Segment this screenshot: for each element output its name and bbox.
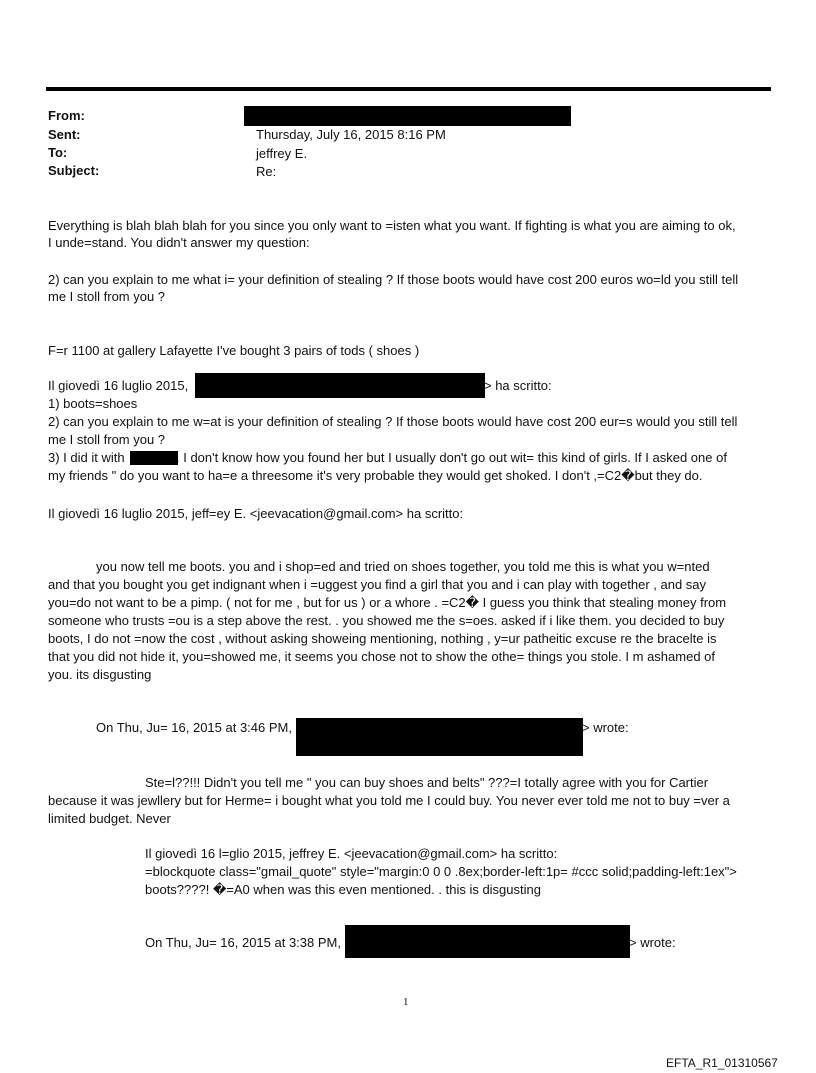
body-line: Everything is blah blah blah for you since you only want to =isten what you want. If fighting is what you are aiming to ok,: [48, 218, 736, 233]
body-line: I unde=stand. You didn't answer my question:: [48, 235, 310, 250]
body-line: boots, I do not =now the cost , without asking showeing mentioning, nothing , y=ur patheitic excuse re the bracelte is: [48, 631, 717, 646]
body-line: that you did not hide it, you=showed me, it seems you chose not to show the othe= things you stole. I m ashamed of: [48, 649, 716, 664]
header-rule: [46, 87, 771, 91]
redaction-quote3-sender: [296, 718, 583, 756]
quote-header: Il giovedì 16 luglio 2015, jeff=ey E. <jeevacation@gmail.com> ha scritto:: [48, 506, 464, 521]
body-line: 2) can you explain to me what i= your definition of stealing ? If those boots would have cost 200 euros wo=ld you still tell: [48, 272, 739, 287]
body-line: my friends " do you want to ha=e a threesome it's very probable they would get shoked. I don't ,=C2�but they do.: [48, 468, 703, 483]
body-line: me I stoll from you ?: [48, 289, 166, 304]
body-line: limited budget. Never: [48, 811, 171, 826]
quote-header-prefix: On Thu, Ju= 16, 2015 at 3:46 PM,: [96, 720, 292, 735]
body-line: boots????! �=A0 when was this even mentioned. . this is disgusting: [145, 882, 541, 897]
body-line: you now tell me boots. you and i shop=ed and tried on shoes together, you told me this is what you w=nted: [96, 559, 710, 574]
body-line: 1) boots=shoes: [48, 396, 138, 411]
redaction-quote6-sender: [345, 925, 630, 958]
page-number: 1: [403, 996, 409, 1008]
body-line: because it was jewllery but for Herme= i bought what you told me I could buy. You never ever told me not to buy =ver a: [48, 793, 730, 808]
to-value: jeffrey E.: [256, 146, 308, 161]
body-line: someone who trusts =ou is a step above the rest. . you showed me the s=oes. asked if i like them. you decided to buy: [48, 613, 725, 628]
body-line: F=r 1100 at gallery Lafayette I've bought 3 pairs of tods ( shoes ): [48, 343, 420, 358]
quote-header-prefix: On Thu, Ju= 16, 2015 at 3:38 PM,: [145, 935, 341, 950]
body-line: and that you bought you get indignant when i =uggest you find a girl that you and i can play with together , and say: [48, 577, 707, 592]
quote-header: Il giovedì 16 l=glio 2015, jeffrey E. <jeevacation@gmail.com> ha scritto:: [145, 846, 558, 861]
sent-value: Thursday, July 16, 2015 8:16 PM: [256, 127, 446, 142]
body-line: you. its disgusting: [48, 667, 152, 682]
body-line: =blockquote class="gmail_quote" style="margin:0 0 0 .8ex;border-left:1p= #ccc solid;padding-left:1ex">: [145, 864, 737, 879]
document-id: EFTA_R1_01310567: [666, 1056, 778, 1070]
quote-header-suffix: > wrote:: [629, 935, 676, 950]
body-line-prefix: 3) I did it with: [48, 450, 125, 465]
body-line-suffix: . I don't know how you found her but I usually don't go out wit= this kind of girls. If I asked one of: [176, 450, 727, 465]
quote-header-prefix: Il giovedì 16 luglio 2015,: [48, 378, 189, 393]
quote-header-suffix: > ha scritto:: [484, 378, 552, 393]
sent-label: Sent:: [48, 127, 81, 142]
redaction-name: [130, 451, 178, 465]
body-line: 2) can you explain to me w=at is your definition of stealing ? If those boots would have cost 200 eur=s would you still tell: [48, 414, 738, 429]
quote-header-suffix: > wrote:: [582, 720, 629, 735]
from-label: From:: [48, 108, 85, 123]
to-label: To:: [48, 145, 68, 160]
body-line: me I stoll from you ?: [48, 432, 166, 447]
redaction-quote1-sender: [195, 373, 485, 398]
subject-value: Re:: [256, 164, 277, 179]
body-line: Ste=l??!!! Didn't you tell me " you can buy shoes and belts" ???=I totally agree with you for Cartier: [145, 775, 709, 790]
redaction-from: [244, 106, 571, 126]
body-line: you=do not want to be a pimp. ( not for me , but for us ) or a whore . =C2� I guess you think that stealing money from: [48, 595, 727, 610]
subject-label: Subject:: [48, 163, 100, 178]
